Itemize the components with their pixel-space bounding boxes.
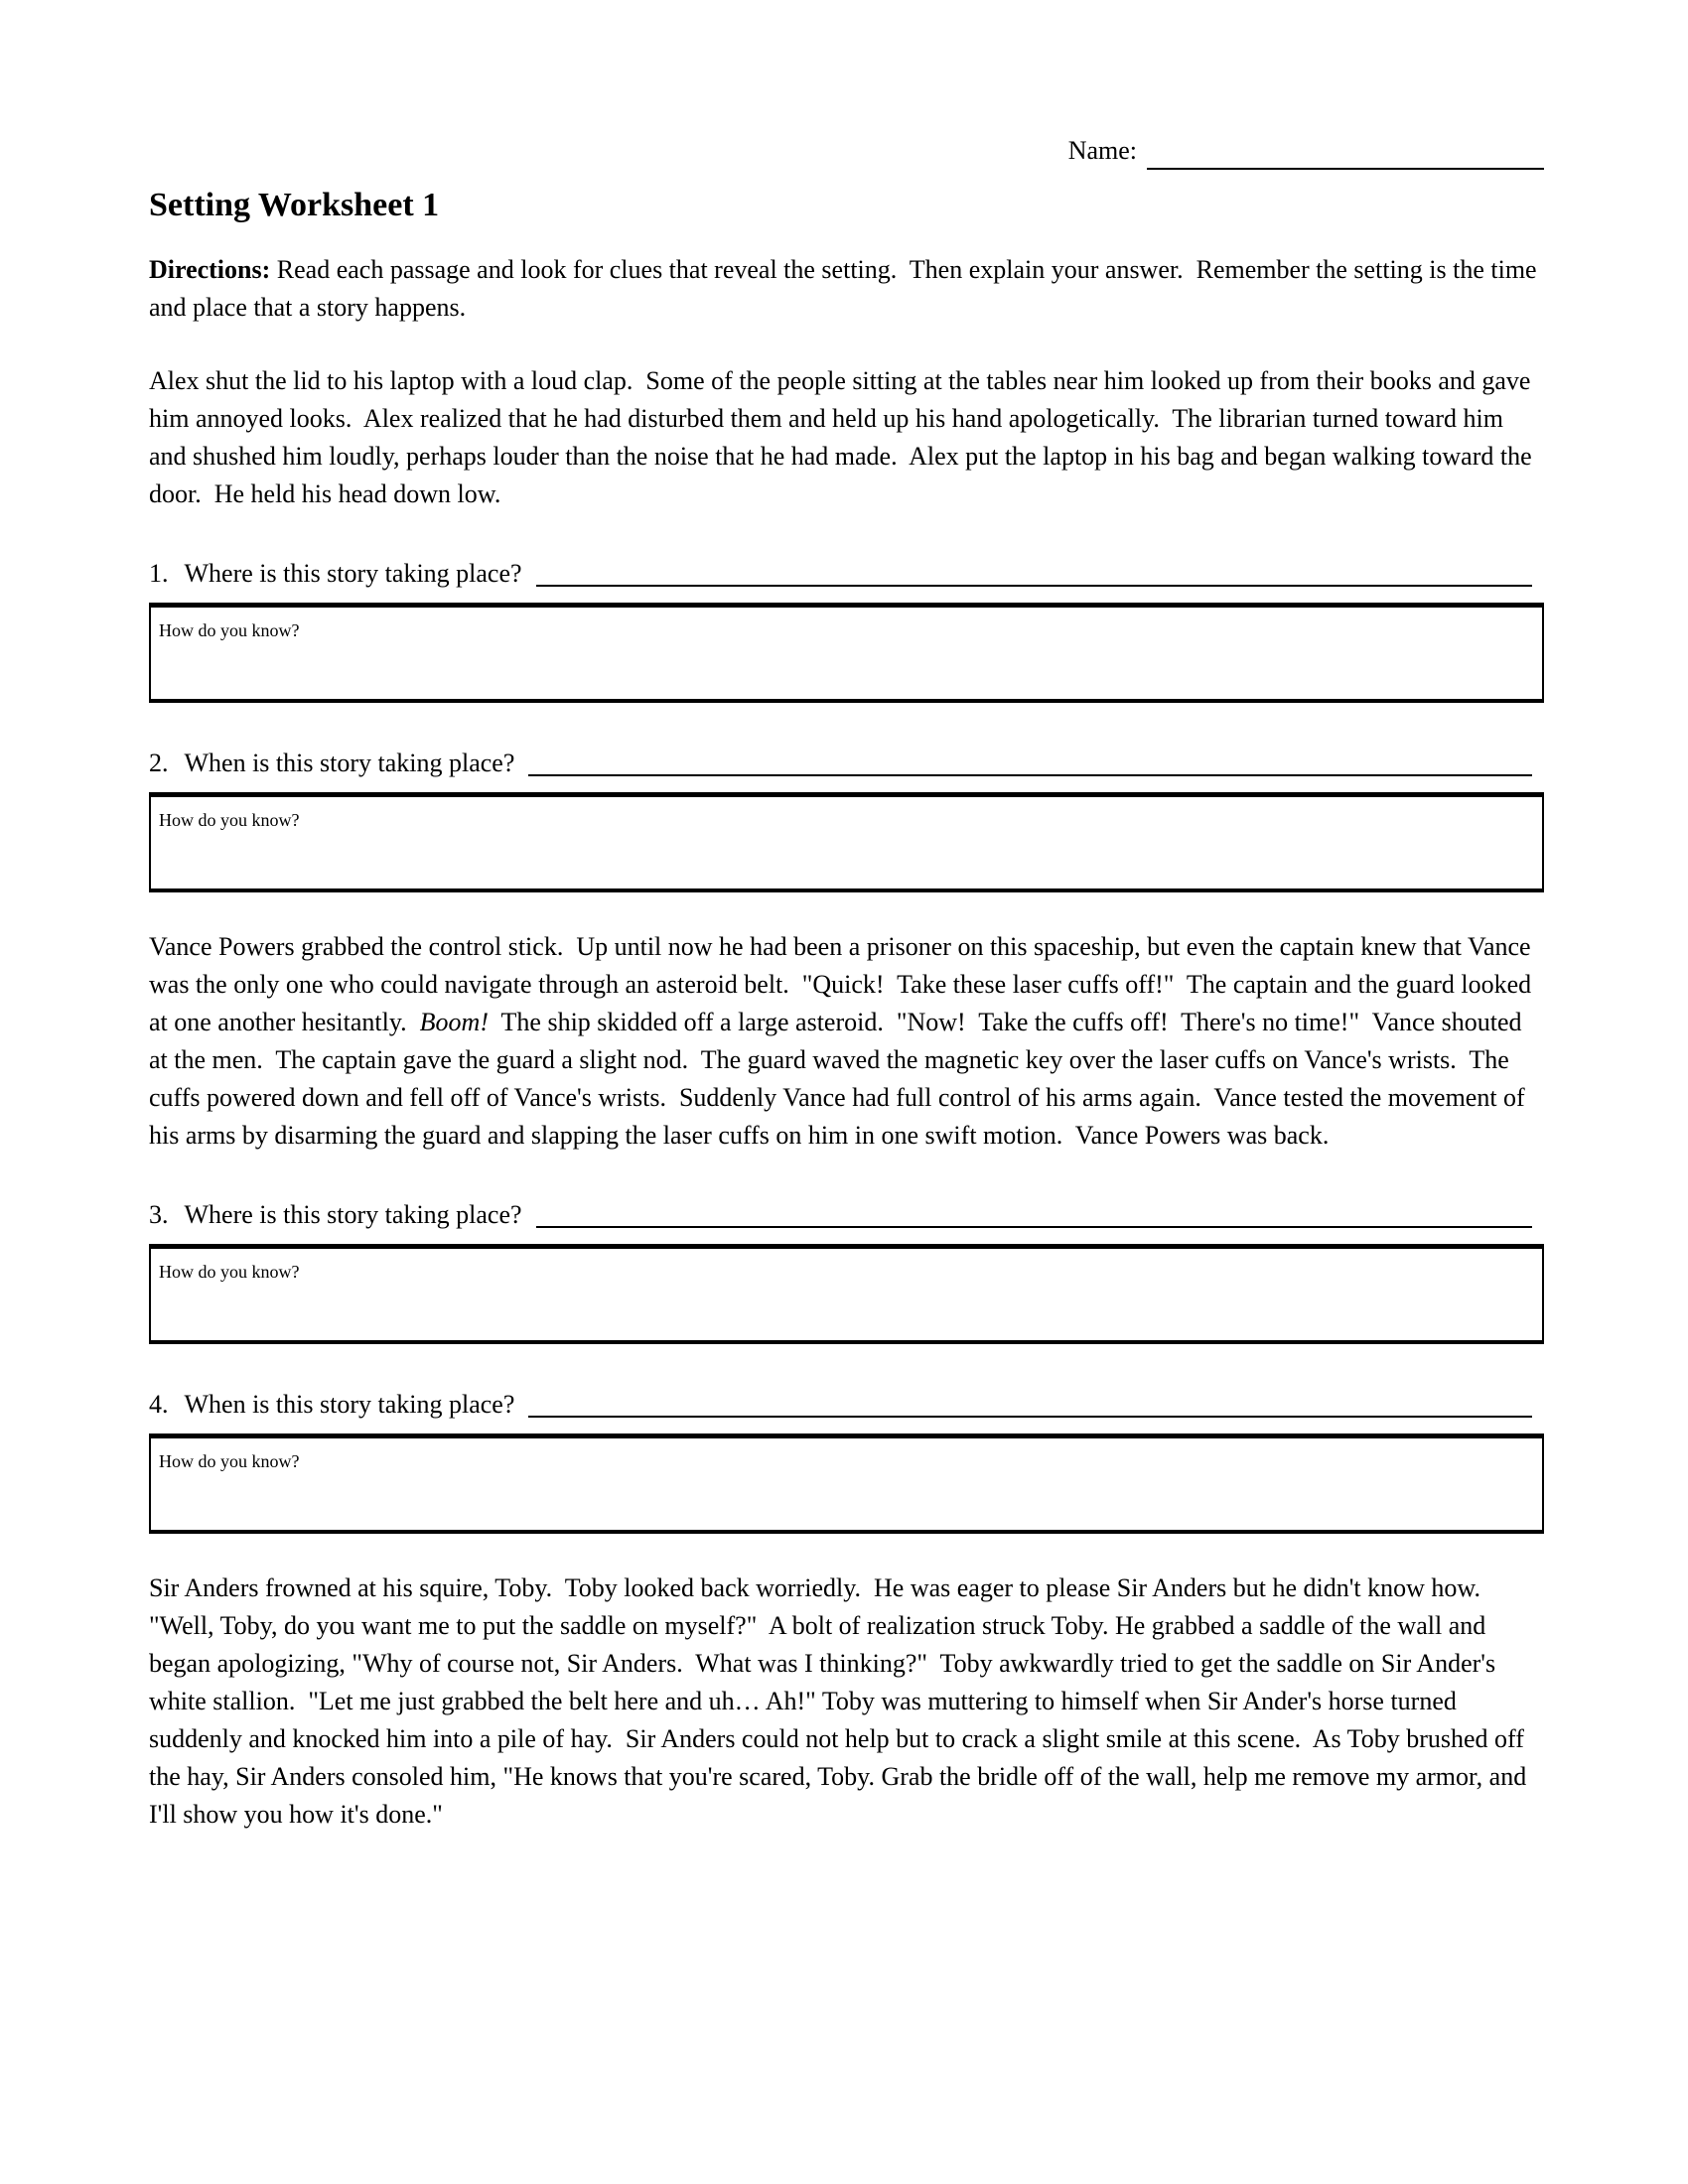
passage-2 — [149, 928, 1544, 1155]
name-blank-line[interactable] — [1147, 138, 1544, 170]
question-3-number: 3. — [149, 1200, 169, 1229]
passage-3: Sir Anders frowned at his squire, Toby. Toby looked back worriedly. He was eager to please Sir Anders but he didn't know how. "Well, Toby, do you want me to put the saddle on myself?" A bolt of realization struck Toby. He grabbed a saddle of the wall and began apologizing, "Why of course not, Sir Anders. What was I thinking?" Toby awkwardly tried to get the saddle on Sir Ander's white stallion. "Let me just grabbed the belt here and uh… Ah!" Toby was muttering to himself when Sir Ander's horse turned suddenly and knocked him into a pile of hay. Sir Anders could not help but to crack a slight smile at this scene. As Toby brushed off the hay, Sir Anders consoled him, "He knows that you're scared, Toby. Grab the bridle off of the wall, help me remove my armor, and I'll show you how it's done." — [149, 1573, 1533, 1829]
question-4-box-label: How do you know? — [159, 1451, 300, 1471]
question-1-text: Where is this story taking place? — [184, 559, 522, 588]
question-2-box-label: How do you know? — [159, 810, 300, 830]
question-2-answer-line[interactable] — [528, 774, 1532, 776]
name-label: Name: — [1067, 136, 1137, 165]
directions-label: Directions: — [149, 255, 271, 284]
question-2 — [149, 745, 1544, 782]
question-1-answer-line[interactable] — [536, 585, 1532, 587]
question-1-answer-box[interactable] — [149, 603, 1544, 703]
directions-text: Read each passage and look for clues that reveal the setting. Then explain your answer. Remember the setting is the time and place that a story happens. — [149, 255, 1544, 322]
question-3-box-label: How do you know? — [159, 1262, 300, 1282]
question-3-answer-line[interactable] — [536, 1226, 1532, 1228]
question-3 — [149, 1196, 1544, 1234]
question-2-answer-box[interactable] — [149, 792, 1544, 892]
question-2-number: 2. — [149, 749, 169, 777]
question-1-number: 1. — [149, 559, 169, 588]
question-4-number: 4. — [149, 1390, 169, 1419]
passage-2-text-before-boom: Vance Powers grabbed the control stick. Up until now he had been a prisoner on this spaceship, but even the captain knew that Vance was the only one who could navigate through an asteroid belt. "Quick! Take these laser cuffs off!" The captain and the guard looked at one another hesitantly. — [149, 932, 1538, 1036]
directions — [149, 251, 1544, 327]
passage-1: Alex shut the lid to his laptop with a loud clap. Some of the people sitting at the tables near him looked up from their books and gave him annoyed looks. Alex realized that he had disturbed them and held up his hand apologetically. The librarian turned toward him and shushed him loudly, perhaps louder than the noise that he had made. Alex put the laptop in his bag and began walking toward the door. He held his head down low. — [149, 366, 1539, 508]
question-1 — [149, 555, 1544, 593]
question-3-answer-box[interactable] — [149, 1244, 1544, 1344]
question-1-box-label: How do you know? — [159, 620, 300, 640]
question-4-answer-box[interactable] — [149, 1433, 1544, 1534]
passage-2-text-after-boom: The ship skidded off a large asteroid. "Now! Take the cuffs off! There's no time!" Vance shouted at the men. The captain gave the guard a slight nod. The guard waved the magnetic key over the laser cuffs on Vance's wrists. The cuffs powered down and fell off of Vance's wrists. Suddenly Vance had full control of his arms again. Vance tested the movement of his arms by disarming the guard and slapping the laser cuffs on him in one swift motion. Vance Powers was back. — [149, 1008, 1532, 1150]
question-2-text: When is this story taking place? — [184, 749, 515, 777]
question-4-answer-line[interactable] — [528, 1416, 1532, 1418]
question-4-text: When is this story taking place? — [184, 1390, 515, 1419]
page-title: Setting Worksheet 1 — [149, 187, 440, 223]
question-4 — [149, 1386, 1544, 1424]
name-row — [149, 134, 1544, 170]
boom-italic-text: Boom! — [419, 1008, 489, 1036]
question-3-text: Where is this story taking place? — [184, 1200, 522, 1229]
